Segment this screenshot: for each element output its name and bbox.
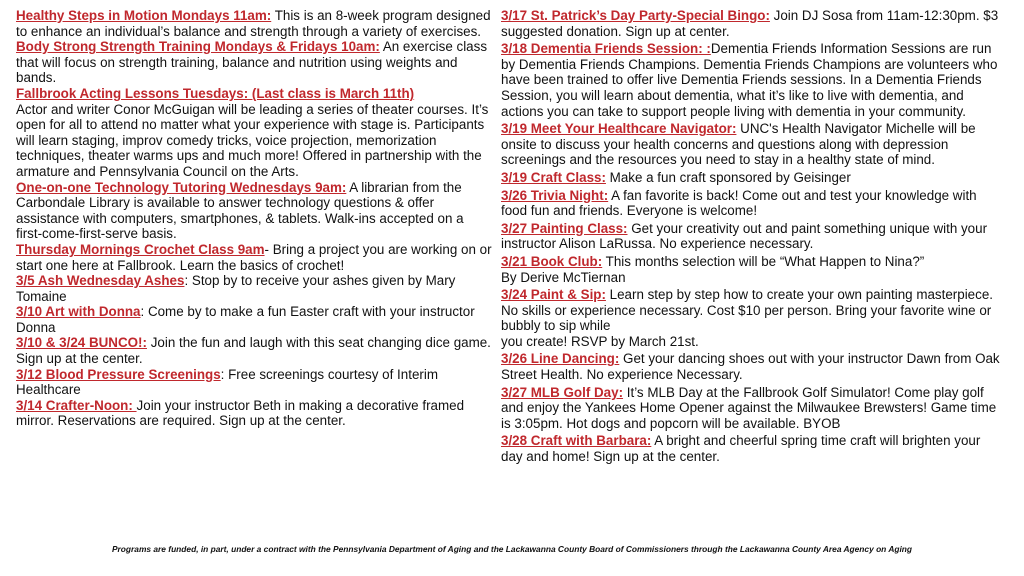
event-entry [501,254,1005,285]
event-title: Fallbrook Acting Lessons Tuesdays: (Last class is March 11th) [16,85,415,101]
event-entry [501,188,1005,219]
funding-footer: Programs are funded, in part, under a contract with the Pennsylvania Department of Aging and the Lackawanna County Board of Commissioners through the Lackawanna County Area Agency on Aging [111,544,913,554]
event-entry [501,221,1005,252]
event-description: Learn step by step how to create your own painting masterpiece. No skills or experience necessary. Cost $10 per person. Bring your favorite wine or bubbly to sip while you create! RSVP by March 21st. [501,287,993,349]
event-entry [16,242,492,273]
event-entry [16,304,492,335]
event-title: 3/12 Blood Pressure Screenings [16,366,221,382]
event-entry [501,433,1005,464]
event-title: Thursday Mornings Crochet Class 9am [16,241,265,257]
event-description: : Come by to make a fun Easter craft with your instructor Donna [16,304,475,335]
event-entry [501,287,1005,349]
event-entry [501,170,1005,186]
event-title: 3/17 St. Patrick’s Day Party-Special Bingo: [501,8,770,23]
event-description: Join the fun and laugh with this seat changing dice game. Sign up at the center. [16,335,491,367]
event-entry [16,273,492,304]
event-description: UNC's Health Navigator Michelle will be onsite to discuss your health concerns and questions along with depression screenings and the resources you need to stay in a healthy state of mind. [501,121,976,168]
event-description: Join DJ Sosa from 11am-12:30pm. $3 suggested donation. Sign up at center. [501,8,999,39]
event-title: 3/26 Trivia Night: [501,187,609,203]
event-title: Body Strong Strength Training Mondays & Fridays 10am: [16,39,380,55]
event-title: 3/26 Line Dancing: [501,351,620,367]
event-title: Healthy Steps in Motion Mondays 11am: [16,8,272,23]
event-description: Actor and writer Conor McGuigan will be leading a series of theater courses. It’s open for all to attend no matter what your experience with stage is. Participants will learn staging, improv comedy tricks, voice projection, memorization techniques, theater warms ups and much more! Offered in partnership with the armature and Pennsylvania Council on the Arts. [16,101,489,179]
event-description: Make a fun craft sponsored by Geisinger [605,169,851,185]
event-entry [16,335,492,366]
event-title: One-on-one Technology Tutoring Wednesdays 9am: [16,179,347,195]
event-title: 3/10 & 3/24 BUNCO!: [16,335,147,351]
event-description: This is an 8-week program designed to enhance an individual’s balance and strength through a variety of exercises. [16,8,491,39]
event-description: A librarian from the Carbondale Library is available to answer technology questions & offer assistance with computers, smartphones, & tablets. Walk-ins accepted on a first-come-first-serve basis. [16,179,464,242]
event-description: It’s MLB Day at the Fallbrook Golf Simulator! Come play golf and enjoy the Yankees Home Opener against the Milwaukee Brewsters! Game time is 3:05pm. Hot dogs and popcorn will be available. BYOB [501,384,997,431]
event-description: A fan favorite is back! Come out and test your knowledge with food fun and friends. Everyone is welcome! [501,187,977,219]
event-title: 3/18 Dementia Friends Session: : [501,41,711,57]
event-description: - Bring a project you are working on or start one here at Fallbrook. Learn the basics of crochet! [16,241,492,273]
event-entry [16,367,492,398]
event-description: : Free screenings courtesy of Interim Healthcare [16,366,438,398]
event-title: 3/5 Ash Wednesday Ashes [16,273,185,289]
event-entry [501,351,1005,382]
event-title: 3/27 MLB Golf Day: [501,384,624,400]
right-column [501,8,1005,467]
event-title: 3/14 Crafter-Noon: [16,397,137,413]
event-description: A bright and cheerful spring time craft will brighten your day and home! Sign up at the center. [501,433,981,465]
event-title: 3/27 Painting Class: [501,220,628,236]
event-entry [16,180,492,242]
event-title: 3/10 Art with Donna [16,304,141,320]
event-entry [16,8,492,39]
event-description: Join your instructor Beth in making a decorative framed mirror. Reservations are required. Sign up at the center. [16,397,465,429]
event-entry [16,398,492,429]
event-title: 3/24 Paint & Sip: [501,287,606,303]
event-description: Get your creativity out and paint something unique with your instructor Alison LaRussa. No experience necessary. [501,220,988,252]
event-entry [16,39,492,86]
event-entry [501,8,1005,39]
event-title: 3/19 Craft Class: [501,169,606,185]
event-description: An exercise class that will focus on strength training, balance and nutrition using weights and bands. [16,39,488,86]
left-column [16,8,492,429]
event-entry [501,121,1005,168]
event-description: Dementia Friends Information Sessions are run by Dementia Friends Champions. Dementia Friends Champions are volunteers who have been trained to offer live Dementia Friends sessions. In a Dementia Friends Session, you will learn about dementia, what it’s like to live with dementia, and actions you can take to support people living with dementia in your community. [501,41,998,119]
event-entry [501,41,1005,119]
event-description: Get your dancing shoes out with your instructor Dawn from Oak Street Health. No experience Necessary. [501,351,1000,383]
event-title: 3/21 Book Club: [501,253,603,269]
event-entry [16,86,492,180]
event-title: 3/19 Meet Your Healthcare Navigator: [501,121,737,137]
event-entry [501,385,1005,432]
event-description: This months selection will be “What Happen to Nina?” By Derive McTiernan [501,253,925,285]
event-description: : Stop by to receive your ashes given by Mary Tomaine [16,273,456,304]
event-title: 3/28 Craft with Barbara: [501,433,652,449]
